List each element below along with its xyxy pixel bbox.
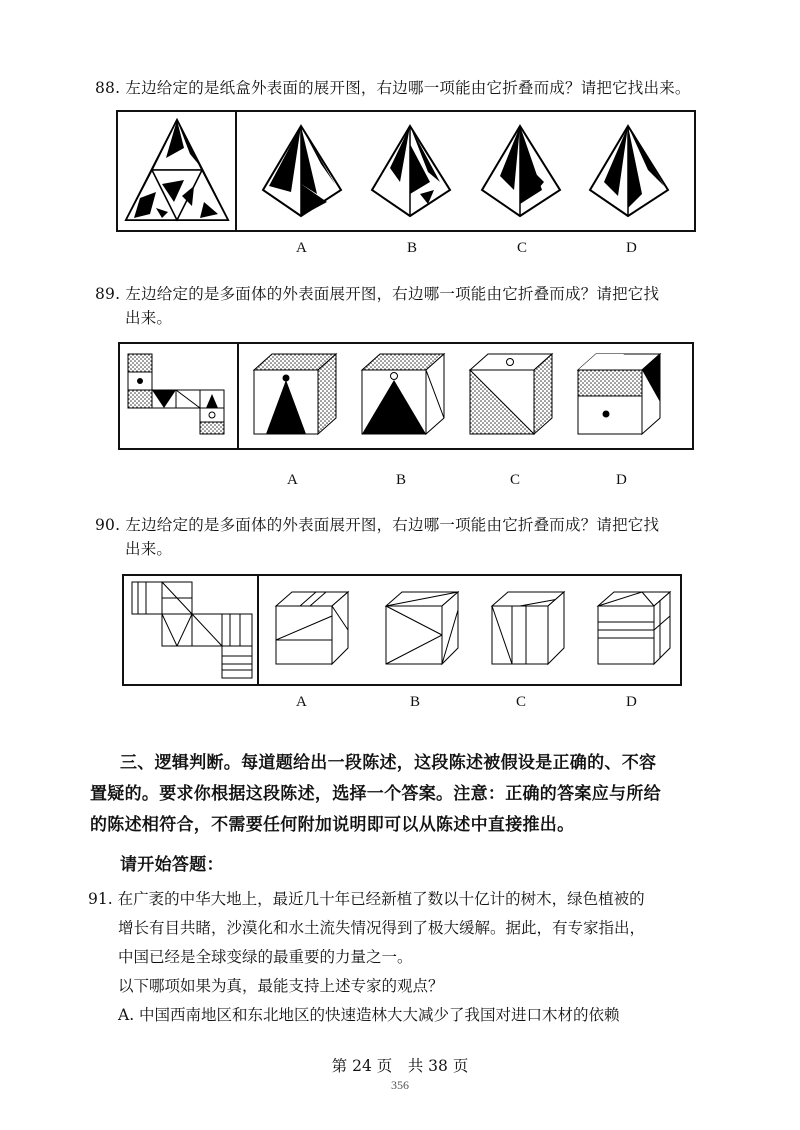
cube-option-b bbox=[360, 352, 446, 438]
triangular-net-figure bbox=[122, 118, 232, 226]
pyramid-option-c bbox=[480, 124, 562, 218]
section-instructions bbox=[90, 748, 790, 841]
q89-text bbox=[95, 282, 785, 330]
question-number: 90. bbox=[95, 516, 121, 534]
q90-option-d-label: D bbox=[626, 694, 637, 710]
cube-option-a bbox=[274, 590, 350, 666]
option-a: A. 中国西南地区和东北地区的快速造林大大减少了我国对进口木材的依赖 bbox=[118, 1006, 620, 1024]
question-stem-line3: 中国已经是全球变绿的最重要的力量之一。 bbox=[118, 948, 413, 966]
cube-net-figure bbox=[126, 352, 232, 436]
section-line-2: 置疑的。要求你根据这段陈述，选择一个答案。注意：正确的答案应与所给 bbox=[90, 784, 661, 804]
q89-option-a-label: A bbox=[287, 472, 298, 488]
cube-option-d bbox=[576, 352, 662, 438]
cube-option-a bbox=[252, 352, 338, 438]
q91-text bbox=[88, 885, 800, 1030]
pyramid-option-a bbox=[261, 124, 343, 218]
start-prompt: 请开始答题： bbox=[120, 855, 224, 875]
section-line-1: 三、逻辑判断。每道题给出一段陈述，这段陈述被假设是正确的、不容 bbox=[120, 753, 657, 773]
q89-option-d-label: D bbox=[616, 472, 627, 488]
question-stem-line1: 在广袤的中华大地上，最近几十年已经新植了数以十亿计的树木，绿色植被的 bbox=[117, 890, 645, 908]
q90-text bbox=[95, 513, 785, 561]
question-stem: 左边给定的是纸盒外表面的展开图，右边哪一项能由它折叠而成？请把它找出来。 bbox=[125, 79, 691, 97]
cube-net-figure bbox=[130, 580, 256, 684]
pyramid-option-b bbox=[370, 124, 452, 218]
question-prompt: 以下哪项如果为真，最能支持上述专家的观点？ bbox=[118, 977, 444, 995]
q88-option-a-label: A bbox=[296, 240, 307, 256]
question-stem-line1: 左边给定的是多面体的外表面展开图，右边哪一项能由它折叠而成？请把它找 bbox=[125, 285, 660, 303]
pyramid-option-d bbox=[588, 124, 670, 218]
question-number: 88. bbox=[95, 79, 121, 97]
q88-option-c-label: C bbox=[517, 240, 528, 256]
q90-option-a-label: A bbox=[296, 694, 307, 710]
question-stem-line2: 增长有目共睹，沙漠化和水土流失情况得到了极大缓解。据此，有专家指出， bbox=[118, 919, 646, 937]
question-stem-line2: 出来。 bbox=[125, 540, 173, 558]
cube-option-c bbox=[490, 590, 566, 666]
q88-figure-box bbox=[116, 110, 696, 232]
cube-option-d bbox=[596, 590, 672, 666]
q89-figure-box bbox=[118, 342, 694, 450]
q88-text bbox=[95, 76, 785, 100]
page-number: 356 bbox=[391, 1078, 409, 1092]
page-footer: 第 24 页 共 38 页 bbox=[331, 1057, 469, 1075]
q88-option-b-label: B bbox=[407, 240, 418, 256]
q89-option-c-label: C bbox=[510, 472, 521, 488]
q90-option-b-label: B bbox=[410, 694, 421, 710]
cube-option-b bbox=[384, 590, 460, 666]
question-stem-line2: 出来。 bbox=[125, 309, 173, 327]
question-stem-line1: 左边给定的是多面体的外表面展开图，右边哪一项能由它折叠而成？请把它找 bbox=[125, 516, 660, 534]
section-line-3: 的陈述相符合，不需要任何附加说明即可以从陈述中直接推出。 bbox=[90, 815, 575, 835]
q90-option-c-label: C bbox=[516, 694, 527, 710]
q88-option-d-label: D bbox=[626, 240, 637, 256]
question-number: 89. bbox=[95, 285, 121, 303]
q89-option-b-label: B bbox=[396, 472, 407, 488]
q90-figure-box bbox=[122, 574, 682, 686]
cube-option-c bbox=[468, 352, 554, 438]
question-number: 91. bbox=[88, 890, 113, 908]
